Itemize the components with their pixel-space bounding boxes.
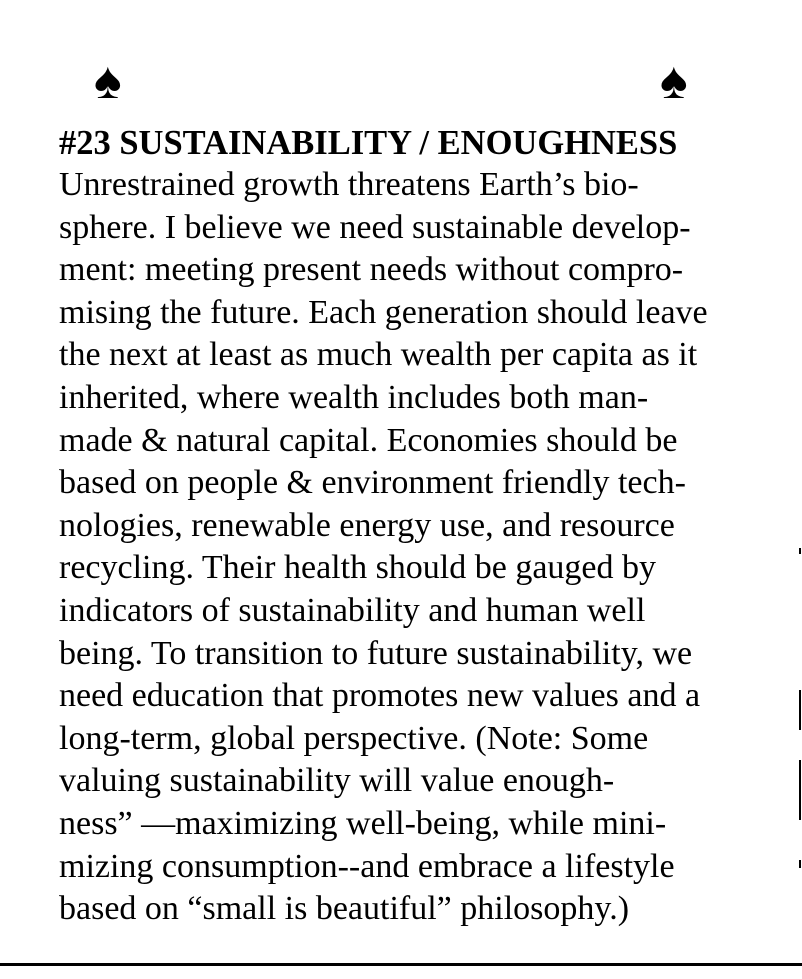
bottom-border (0, 963, 802, 966)
scan-edge-mark (799, 690, 801, 730)
card-title: #23 SUSTAINABILITY / ENOUGHNESS (59, 124, 678, 162)
body-line: nologies, renewable energy use, and resource (59, 506, 675, 544)
body-line: ment: meeting present needs without compro- (59, 251, 684, 289)
body-line: mizing consumption--and embrace a lifestyle (59, 847, 675, 885)
body-line: need education that promotes new values and a (59, 677, 701, 715)
scan-edge-mark (799, 548, 801, 554)
body-line: Unrestrained growth threatens Earth’s bio- (59, 166, 639, 203)
scan-edge-mark (799, 860, 801, 868)
body-line: recycling. Their health should be gauged by (59, 549, 657, 587)
body-line: sphere. I believe we need sustainable develop- (59, 208, 691, 246)
body-line: being. To transition to future sustainability, we (59, 634, 693, 672)
body-line: based on people & environment friendly tech- (59, 464, 686, 502)
spade-icon: ♠ (94, 53, 122, 110)
spade-icon: ♠ (660, 53, 688, 110)
body-line: inherited, where wealth includes both man- (59, 378, 649, 416)
body-line: the next at least as much wealth per capita as it (59, 336, 698, 374)
body-line: long-term, global perspective. (Note: Some (59, 719, 649, 757)
body-line: based on “small is beautiful” philosophy.) (59, 890, 630, 928)
card-body (59, 164, 799, 931)
body-line: valuing sustainability will value enough- (59, 762, 615, 800)
scan-edge-mark (799, 760, 801, 820)
body-line: indicators of sustainability and human well (59, 591, 646, 629)
body-line: ness” —maximizing well-being, while mini- (59, 804, 667, 842)
body-line: made & natural capital. Economies should be (59, 421, 678, 459)
body-line: mising the future. Each generation should leave (59, 293, 708, 331)
